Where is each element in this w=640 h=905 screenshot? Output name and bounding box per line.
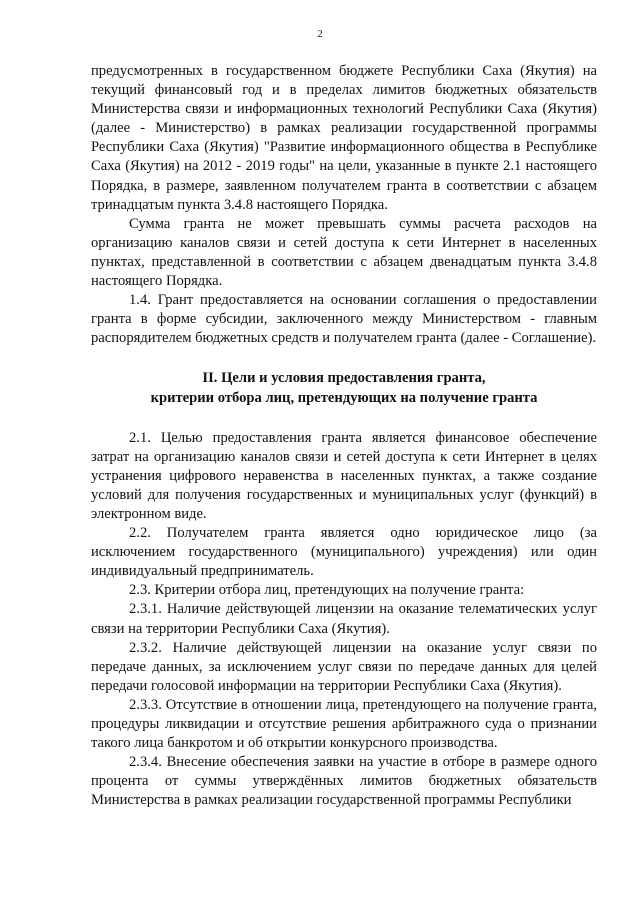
section-heading-line-2: критерии отбора лиц, претендующих на получение гранта — [150, 389, 538, 406]
page-number: 2 — [317, 28, 323, 40]
paragraph-2-2: 2.2. Получателем гранта является одно юридическое лицо (за исключением государственного (муниципального) учреждения) или один индивидуальный предприниматель. — [91, 525, 597, 580]
paragraph-1-4: 1.4. Грант предоставляется на основании соглашения о предоставлении гранта в форме субсидии, заключенного между Министерством - главным распорядителем бюджетных средств и получателем гранта (далее - Соглашение). — [91, 292, 597, 347]
paragraph-2-3-1: 2.3.1. Наличие действующей лицензии на оказание телематических услуг связи на территории Республики Саха (Якутия). — [91, 601, 597, 637]
section-heading-line-1: II. Цели и условия предоставления гранта, — [202, 370, 486, 387]
paragraph-2-3-2: 2.3.2. Наличие действующей лицензии на оказание услуг связи по передаче данных, за исключением услуг связи по передаче данных для целей передачи голосовой информации на территории Республики Саха (Якутия). — [91, 639, 597, 694]
paragraph-continuation: предусмотренных в государственном бюджете Республики Саха (Якутия) на текущий финансовый год и в пределах лимитов бюджетных обязательств Министерства связи и информационных технологий Республики Саха (Якутия) (далее - Министерство) в рамках реализации государственной программы Республики Саха (Якутия) "Развитие информационного общества в Республике Саха (Якутия) на 2012 - 2019 годы" на цели, указанные в пункте 2.1 настоящего Порядка, в размере, заявленном получателем гранта в соответствии с абзацем тринадцатым пункта 3.4.8 настоящего Порядка. — [91, 63, 597, 213]
document-body — [91, 62, 597, 810]
paragraph-2-1: 2.1. Целью предоставления гранта является финансовое обеспечение затрат на организацию каналов связи и сетей доступа к сети Интернет в целях устранения цифрового неравенства в населенных пунктах, а также создание условий для получения государственных и муниципальных услуг (функций) в электронном виде. — [91, 429, 597, 522]
paragraph-grant-amount-limit: Сумма гранта не может превышать суммы расчета расходов на организацию каналов связи и сетей доступа к сети Интернет в населенных пунктах, представленной в соответствии с абзацем двенадцатым пункта 3.4.8 настоящего Порядка. — [91, 215, 597, 290]
paragraph-2-3-4: 2.3.4. Внесение обеспечения заявки на участие в отборе в размере одного процента от суммы утверждённых лимитов бюджетных обязательств Министерства в рамках реализации государственной программы Республики — [91, 754, 597, 809]
paragraph-2-3: 2.3. Критерии отбора лиц, претендующих на получение гранта: — [129, 582, 525, 599]
paragraph-2-3-3: 2.3.3. Отсутствие в отношении лица, претендующего на получение гранта, процедуры ликвидации и отсутствие решения арбитражного суда о признании такого лица банкротом и об открытии конкурсного производства. — [91, 696, 597, 752]
section-heading — [91, 369, 597, 407]
